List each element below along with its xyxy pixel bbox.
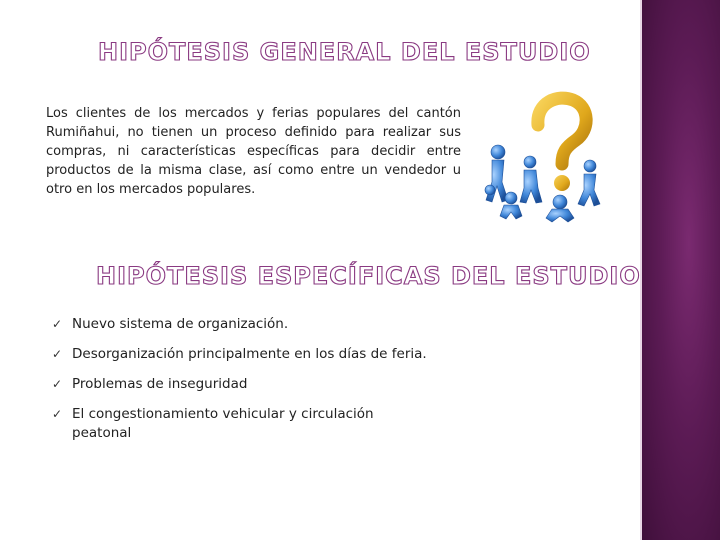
checkmark-icon: ✓: [52, 377, 63, 391]
question-mark-people-icon: [478, 90, 613, 225]
list-item-text: Nuevo sistema de organización.: [72, 316, 289, 332]
specific-hypotheses-title: HIPÓTESIS ESPECÍFICAS DEL ESTUDIO: [96, 262, 641, 290]
general-hypothesis-text: Los clientes de los mercados y ferias populares del cantón Rumiñahui, no tienen un proceso definido para realizar sus compras, ni características específicas para decidir entre productos de la misma clase, así como entre un vendedor u otro en los mercados populares.: [46, 106, 461, 197]
checkmark-icon: ✓: [52, 317, 63, 331]
general-hypothesis-title: HIPÓTESIS GENERAL DEL ESTUDIO: [98, 38, 591, 66]
specific-hypotheses-list: [52, 315, 432, 454]
checkmark-icon: ✓: [52, 407, 63, 421]
list-item-text: Desorganización principalmente en los días de feria.: [72, 346, 427, 362]
decorative-sidebar: [642, 0, 720, 540]
list-item: [52, 345, 432, 364]
checkmark-icon: ✓: [52, 347, 63, 361]
list-item: [52, 375, 432, 394]
list-item: [52, 315, 432, 334]
list-item-text: Problemas de inseguridad: [72, 376, 248, 392]
list-item-text: El congestionamiento vehicular y circulación peatonal: [72, 406, 374, 441]
list-item: [52, 405, 432, 443]
